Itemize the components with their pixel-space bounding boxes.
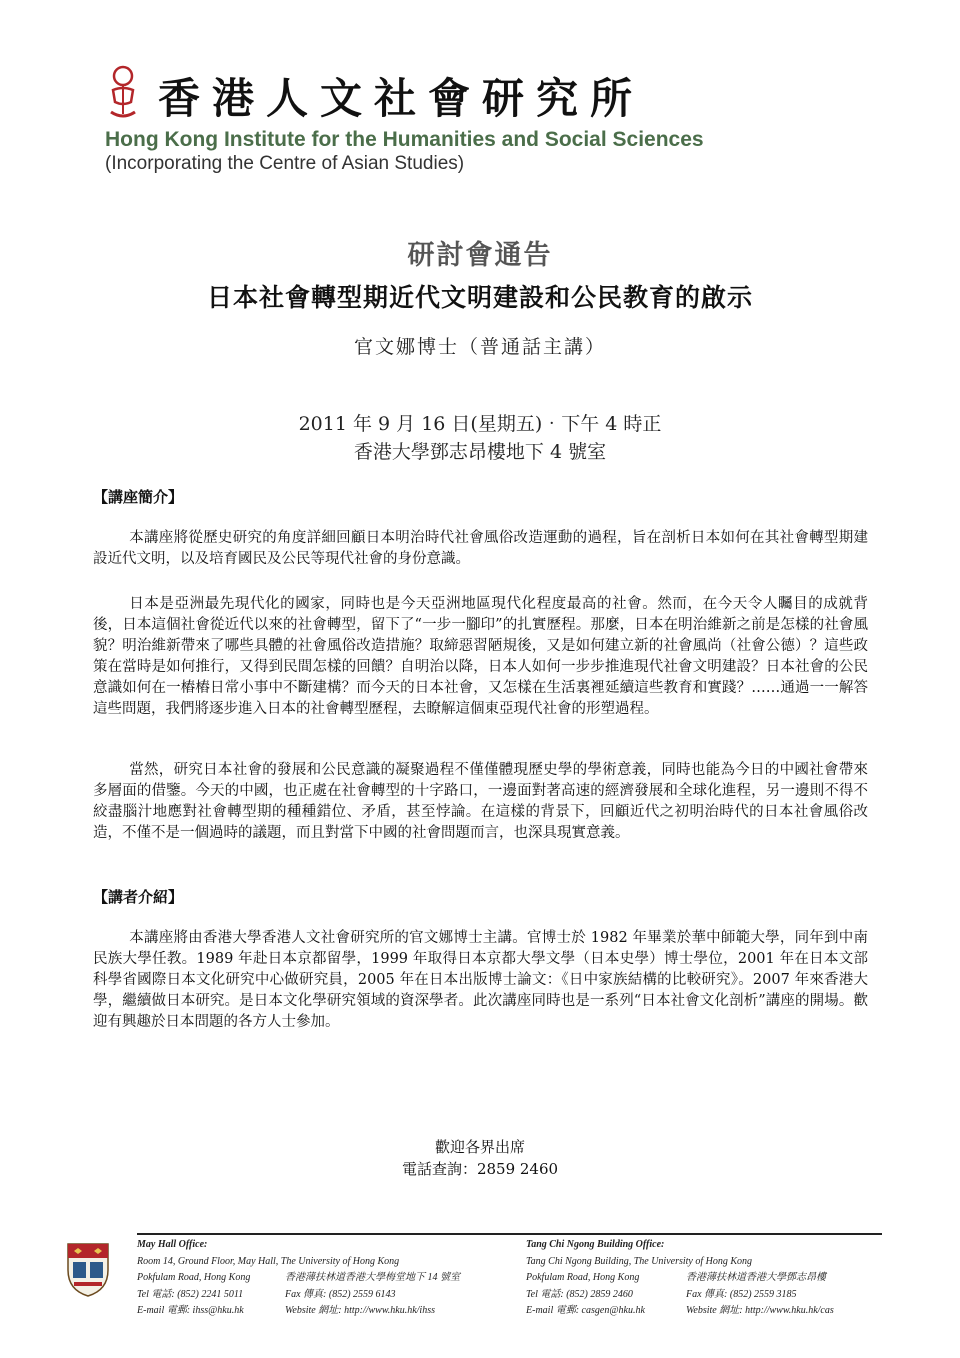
may-hall-office-block	[137, 1237, 460, 1320]
welcome-text: 歡迎各界出席	[434, 1138, 525, 1156]
speaker-bio-heading: 【講者介紹】	[93, 888, 184, 906]
event-datetime: 2011 年 9 月 16 日(星期五)‧下午 4 時正	[298, 413, 662, 435]
may-hall-road: Pokfulam Road, Hong Kong	[137, 1272, 251, 1283]
tcn-email[interactable]: E-mail 電郵: casgen@hku.hk	[526, 1305, 645, 1316]
intro-heading: 【講座簡介】	[93, 488, 184, 506]
intro-paragraph-1: 本講座將從歷史研究的角度詳細回顧日本明治時代社會風俗改造運動的過程，旨在剖析日本如何在其社會轉型期建設近代文明，以及培育國民及公民等現代社會的身份意識。	[93, 530, 868, 567]
hku-crest-logo	[64, 1240, 112, 1298]
notice-heading: 研討會通告	[407, 240, 553, 271]
tcn-road: Pokfulam Road, Hong Kong	[526, 1272, 640, 1283]
tcn-address-line: Tang Chi Ngong Building, The University of Hong Kong	[526, 1255, 753, 1267]
institute-seal-logo	[103, 62, 143, 122]
may-hall-address-line: Room 14, Ground Floor, May Hall, The University of Hong Kong	[137, 1255, 400, 1267]
tcn-heading: Tang Chi Ngong Building Office:	[526, 1239, 665, 1250]
speaker-line: 官文娜博士（普通話主講）	[353, 336, 606, 358]
institute-name-chinese: 香港人文社會研究所	[158, 74, 645, 123]
phone-enquiry: 電話查詢：2859 2460	[401, 1160, 559, 1178]
may-hall-fax: Fax 傳真: (852) 2559 6143	[285, 1288, 396, 1300]
may-hall-tel: Tel 電話: (852) 2241 5011	[137, 1288, 244, 1300]
tcn-fax: Fax 傳真: (852) 2559 3185	[686, 1288, 797, 1300]
may-hall-heading: May Hall Office:	[137, 1239, 208, 1250]
tcn-website[interactable]: Website 網址: http://www.hku.hk/cas	[686, 1305, 834, 1316]
event-venue: 香港大學鄧志昂樓地下 4 號室	[353, 441, 607, 463]
institute-subtitle: (Incorporating the Centre of Asian Studies)	[105, 153, 465, 174]
intro-paragraph-3: 當然，研究日本社會的發展和公民意識的凝聚過程不僅僅體現歷史學的學術意義，同時也能為今日的中國社會帶來多層面的借鑒。今天的中國，也正處在社會轉型的十字路口，一邊面對著高速的經濟發展和全球化進程，另一邊則不得不絞盡腦汁地應對社會轉型期的種種錯位、矛盾，甚至悖論。在這樣的背景下，回顧近代之初明治時代的日本社會風俗改造，不僅不是一個過時的議題，而且對當下中國的社會問題而言，也深具現實意義。	[93, 762, 868, 841]
tcn-address-chinese: 香港薄扶林道香港大學鄧志昂樓	[686, 1272, 826, 1283]
seminar-title: 日本社會轉型期近代文明建設和公民教育的啟示	[206, 283, 753, 312]
may-hall-email[interactable]: E-mail 電郵: ihss@hku.hk	[137, 1305, 244, 1316]
speaker-bio-paragraph: 本講座將由香港大學香港人文社會研究所的官文娜博士主講。官博士於 1982 年畢業於華中師範大學，同年到中南民族大學任教。1989 年赴日本京都留學，1999 年取得日本京都大學文學（日本史學）博士學位，2001 年在日本文部科學省國際日本文化研究中心做研究員，2005 年在日本出版博士論文：《日中家族結構的比較研究》。2007 年來香港大學，繼續做日本研究。是日本文化學研究領域的資深學者。此次講座同時也是一系列“日本社會文化剖析”講座的開場。歡迎有興趣於日本問題的各方人士參加。	[93, 930, 868, 1030]
may-hall-website[interactable]: Website 網址: http://www.hku.hk/ihss	[285, 1305, 435, 1316]
tcn-office-block	[526, 1237, 834, 1320]
may-hall-address-chinese: 香港薄扶林道香港大學梅堂地下 14 號室	[285, 1272, 460, 1283]
footer-divider	[137, 1233, 882, 1235]
tcn-tel: Tel 電話: (852) 2859 2460	[526, 1288, 633, 1300]
institute-name-english: Hong Kong Institute for the Humanities and Social Sciences	[105, 128, 704, 151]
intro-paragraph-2: 日本是亞洲最先現代化的國家，同時也是今天亞洲地區現代化程度最高的社會。然而，在今天令人矚目的成就背後，日本這個社會從近代以來的社會轉型，留下了“一步一腳印”的扎實歷程。那麼，日本在明治維新之前是怎樣的社會風貌？明治維新帶來了哪些具體的社會風俗改造措施？取締惡習陋規後，又是如何建立新的社會風尚（社會公德）？這些政策在當時是如何推行，又得到民間怎樣的回饋？自明治以降，日本人如何一步步推進現代社會文明建設？日本社會的公民意識如何在一樁樁日常小事中不斷建構？而今天的日本社會，又怎樣在生活裏裡延續這些教育和實踐？……通過一一解答這些問題，我們將逐步進入日本的社會轉型歷程，去瞭解這個東亞現代社會的形塑過程。	[93, 596, 868, 717]
